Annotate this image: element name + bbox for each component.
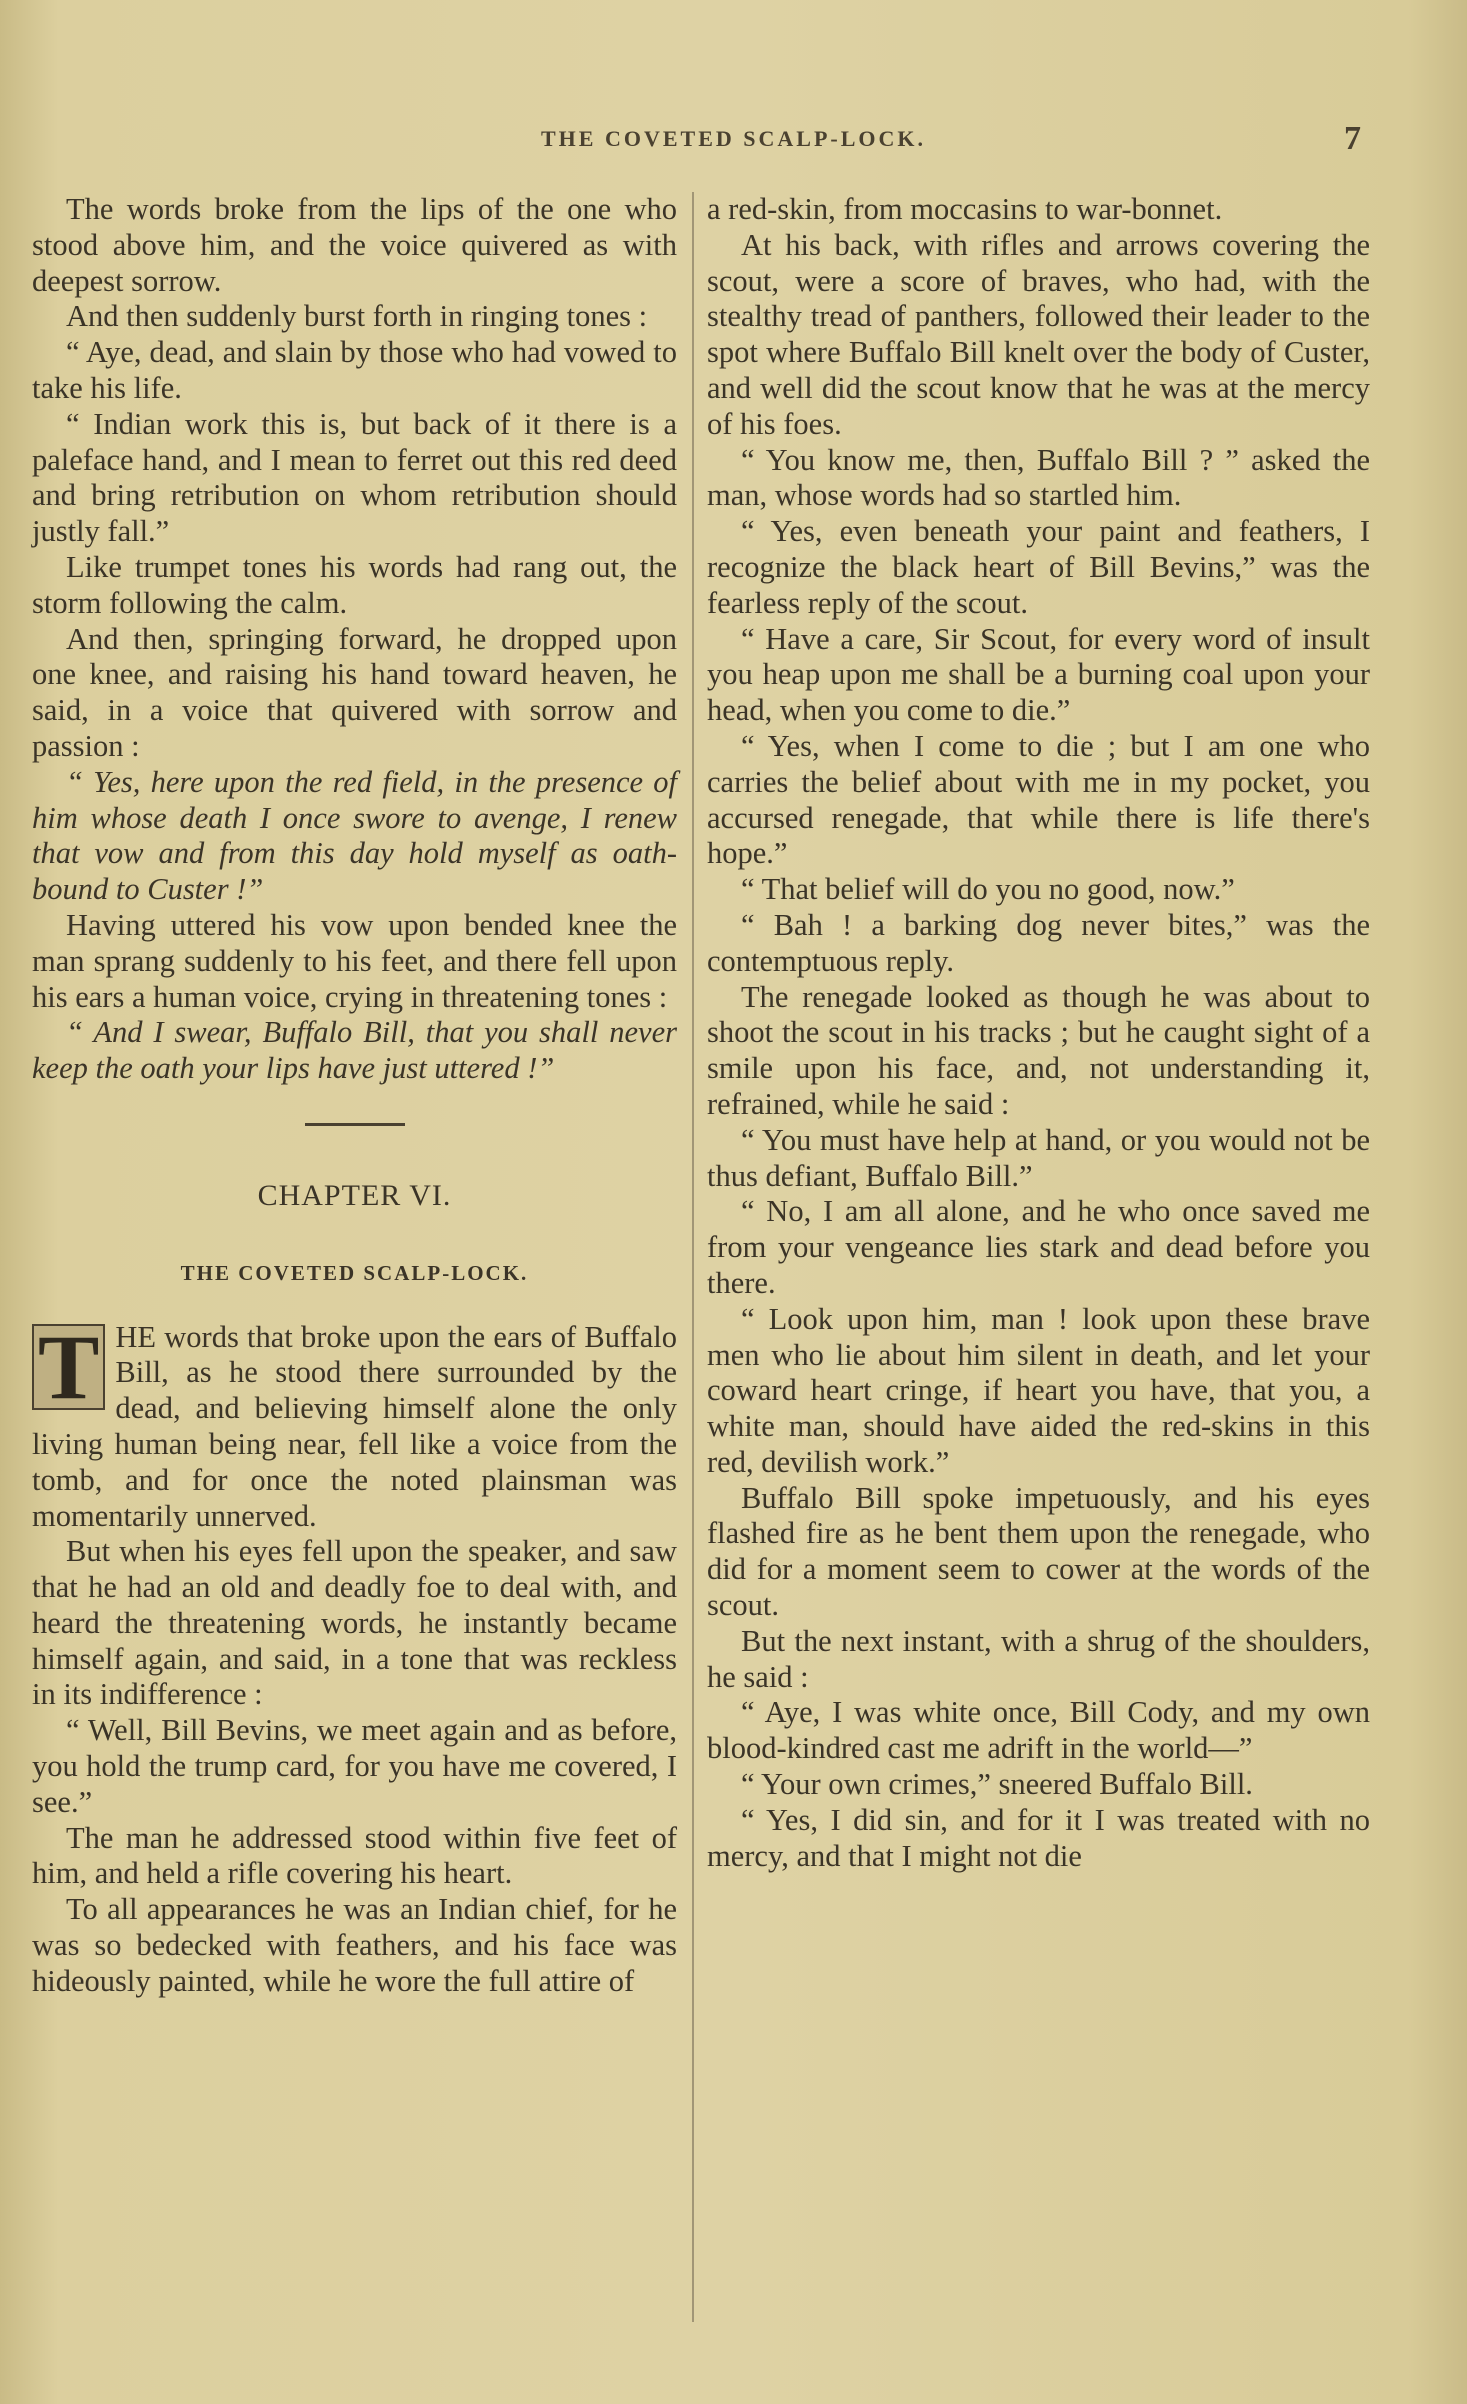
- left-column: [32, 192, 677, 2000]
- right-column: [707, 192, 1370, 1874]
- paragraph: But when his eyes fell upon the speaker, and saw that he had an old and deadly foe to deal with, and heard the threatening words, he instantly became himself again, and said, in a tone that was reckless in its indifference :: [32, 1534, 677, 1712]
- paragraph: The renegade looked as though he was about to shoot the scout in his tracks ; but he caught sight of a smile upon his face, and, not understanding it, refrained, while he said :: [707, 979, 1370, 1121]
- paragraph: Like trumpet tones his words had rang out, the storm following the calm.: [32, 549, 677, 620]
- paragraph: And then, springing forward, he dropped upon one knee, and raising his hand toward heaven, he said, in a voice that quivered with sorrow and passion :: [32, 621, 677, 763]
- right-paragraphs: [707, 192, 1370, 1874]
- paragraph: “ Aye, dead, and slain by those who had vowed to take his life.: [32, 335, 677, 405]
- paragraph: “ Yes, even beneath your paint and feathers, I recognize the black heart of Bill Bevins,” was the fearless reply of the scout.: [707, 514, 1370, 620]
- first-paragraph-text: HE words that broke upon the ears of Buffalo Bill, as he stood there surrounded by the dead, and believing himself alone the only living human being near, fell like a voice from the tomb, and for once the noted plainsman was momentarily unnerved.: [32, 1319, 677, 1533]
- paragraph: “ Yes, I did sin, and for it I was treated with no mercy, and that I might not die: [707, 1802, 1370, 1873]
- running-header: THE COVETED SCALP-LOCK.: [541, 126, 926, 151]
- page-number: 7: [1344, 120, 1361, 157]
- paragraph: “ Have a care, Sir Scout, for every word of insult you heap upon me shall be a burning coal upon your head, when you come to die.”: [707, 621, 1370, 728]
- paragraph: “ Look upon him, man ! look upon these brave men who lie about him silent in death, and let your coward heart cringe, if heart you have, that you, a white man, should have aided the red-skins in this red, devilish work.”: [707, 1301, 1370, 1479]
- paragraph: “ You know me, then, Buffalo Bill ? ” asked the man, whose words had so startled him.: [707, 442, 1370, 513]
- paragraph: “ Your own crimes,” sneered Buffalo Bill.: [741, 1767, 1253, 1802]
- chapter-title: THE COVETED SCALP-LOCK.: [180, 1260, 529, 1285]
- left-paragraphs-after: [32, 1534, 677, 1999]
- paragraph: a red-skin, from moccasins to war-bonnet.: [707, 192, 1223, 226]
- paragraph: The words broke from the lips of the one who stood above him, and the voice quivered as with deepest sorrow.: [32, 192, 677, 298]
- paragraph: “ Indian work this is, but back of it there is a paleface hand, and I mean to ferret out this red deed and bring retribution on whom retribution should justly fall.”: [32, 406, 677, 549]
- column-rule: [692, 192, 694, 2322]
- paragraph: “ Yes, here upon the red field, in the presence of him whose death I once swore to avenge, I renew that vow and from this day hold myself as oath-bound to Custer !”: [32, 764, 677, 907]
- chapter-heading: CHAPTER VI.: [257, 1178, 452, 1212]
- chapter-first-paragraph: [32, 1315, 677, 1535]
- paragraph: “ Yes, when I come to die ; but I am one who carries the belief about with me in my pocket, you accursed renegade, that while there is life there's hope.”: [707, 728, 1370, 871]
- paragraph: But the next instant, with a shrug of the shoulders, he said :: [707, 1623, 1370, 1694]
- paragraph: Buffalo Bill spoke impetuously, and his eyes flashed fire as he bent them upon the renegade, who did for a moment seem to cower at the words of the scout.: [707, 1480, 1370, 1623]
- paragraph: “ Aye, I was white once, Bill Cody, and my own blood-kindred cast me adrift in the world—”: [707, 1695, 1370, 1766]
- paragraph: The man he addressed stood within five feet of him, and held a rifle covering his heart.: [32, 1820, 677, 1891]
- paragraph: “ That belief will do you no good, now.”: [741, 872, 1235, 907]
- paragraph: And then suddenly burst forth in ringing tones :: [66, 299, 648, 334]
- paragraph: “ And I swear, Buffalo Bill, that you shall never keep the oath your lips have just uttered !”: [32, 1015, 677, 1086]
- paragraph: “ You must have help at hand, or you would not be thus defiant, Buffalo Bill.”: [707, 1122, 1370, 1193]
- paragraph: “ Bah ! a barking dog never bites,” was the contemptuous reply.: [707, 907, 1370, 978]
- paragraph: To all appearances he was an Indian chief, for he was so bedecked with feathers, and his face was hideously painted, while he wore the full attire of: [32, 1892, 677, 1998]
- paragraph: At his back, with rifles and arrows covering the scout, were a score of braves, who had, with the stealthy tread of panthers, followed their leader to the spot where Buffalo Bill knelt over the body of Custer, and well did the scout know that he was at the mercy of his foes.: [707, 227, 1370, 441]
- paragraph: “ Well, Bill Bevins, we meet again and as before, you hold the trump card, for you have me covered, I see.”: [32, 1713, 677, 1819]
- left-paragraphs-before: [32, 192, 677, 1087]
- paragraph: Having uttered his vow upon bended knee the man sprang suddenly to his feet, and there fell upon his ears a human voice, crying in threatening tones :: [32, 907, 677, 1014]
- paragraph: “ No, I am all alone, and he who once saved me from your vengeance lies stark and dead before you there.: [707, 1194, 1370, 1300]
- drop-cap: T: [32, 1324, 105, 1410]
- section-divider: [305, 1123, 405, 1126]
